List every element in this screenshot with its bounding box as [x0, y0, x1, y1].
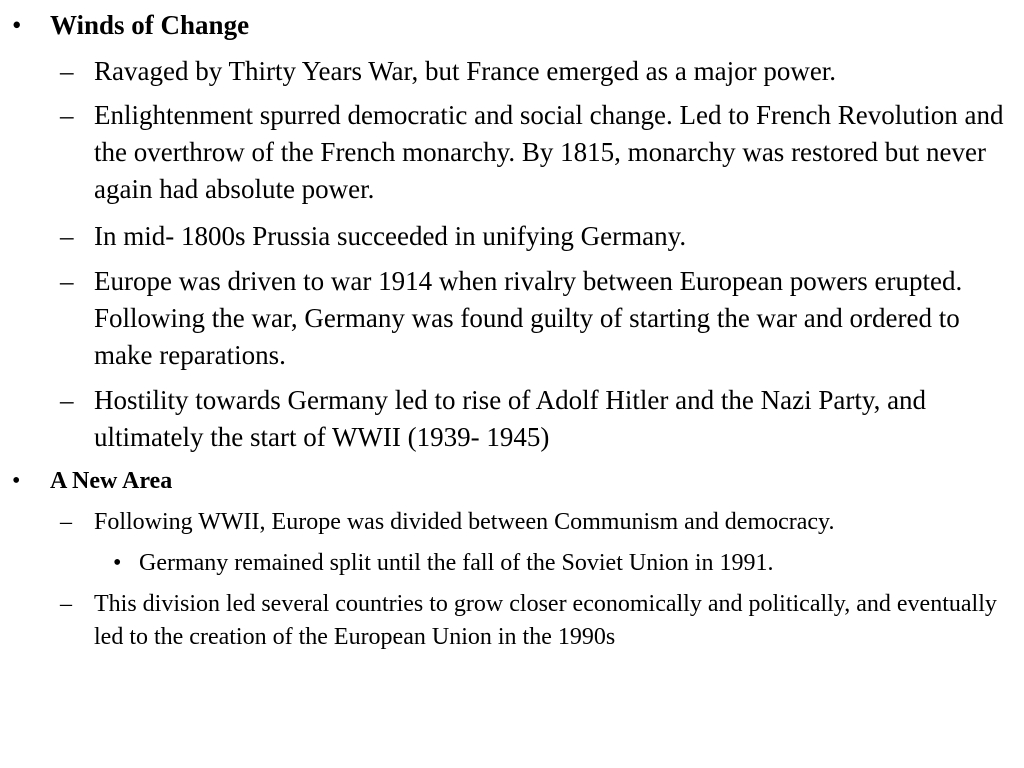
list-item-text: Enlightenment spurred democratic and social change. Led to French Revolution and the overthrow of the French monarchy. By 1815, monarchy was restored but never again had absolute power. [94, 100, 1004, 204]
list-item [0, 263, 1014, 374]
list-item-text: This division led several countries to grow closer economically and politically, and eventually led to the creation of the European Union in the 1990s [94, 591, 997, 650]
dash-marker: – [60, 385, 74, 415]
dash-marker: – [60, 591, 72, 617]
dash-marker: – [60, 266, 74, 296]
section-heading: Winds of Change [50, 10, 250, 40]
list-item [0, 97, 1014, 208]
bullet-marker: • [12, 10, 22, 40]
list-item [0, 53, 1014, 90]
bullet-marker: • [113, 550, 122, 576]
bullet-winds-of-change [0, 8, 1010, 42]
list-item-text: Ravaged by Thirty Years War, but France emerged as a major power. [94, 56, 837, 86]
list-item [0, 588, 1004, 654]
sub-list-item [0, 547, 1009, 580]
list-item [0, 382, 1019, 456]
dash-marker: – [60, 221, 74, 251]
sub-list-item-text: Germany remained split until the fall of the Soviet Union in 1991. [139, 550, 774, 576]
list-item-text: Hostility towards Germany led to rise of Adolf Hitler and the Nazi Party, and ultimately the start of WWII (1939- 1945) [94, 385, 927, 452]
section-heading: A New Area [50, 468, 173, 494]
dash-marker: – [60, 56, 74, 86]
bullet-a-new-area [0, 466, 1010, 496]
dash-marker: – [60, 100, 74, 130]
list-item [0, 506, 1014, 539]
bullet-marker: • [12, 468, 21, 494]
list-item [0, 218, 1014, 255]
list-item-text: Following WWII, Europe was divided between Communism and democracy. [94, 509, 835, 535]
list-item-text: Europe was driven to war 1914 when rivalry between European powers erupted. Following the war, Germany was found guilty of starting the war and ordered to make reparations. [94, 266, 963, 370]
list-item-text: In mid- 1800s Prussia succeeded in unifying Germany. [94, 221, 687, 251]
dash-marker: – [60, 509, 72, 535]
